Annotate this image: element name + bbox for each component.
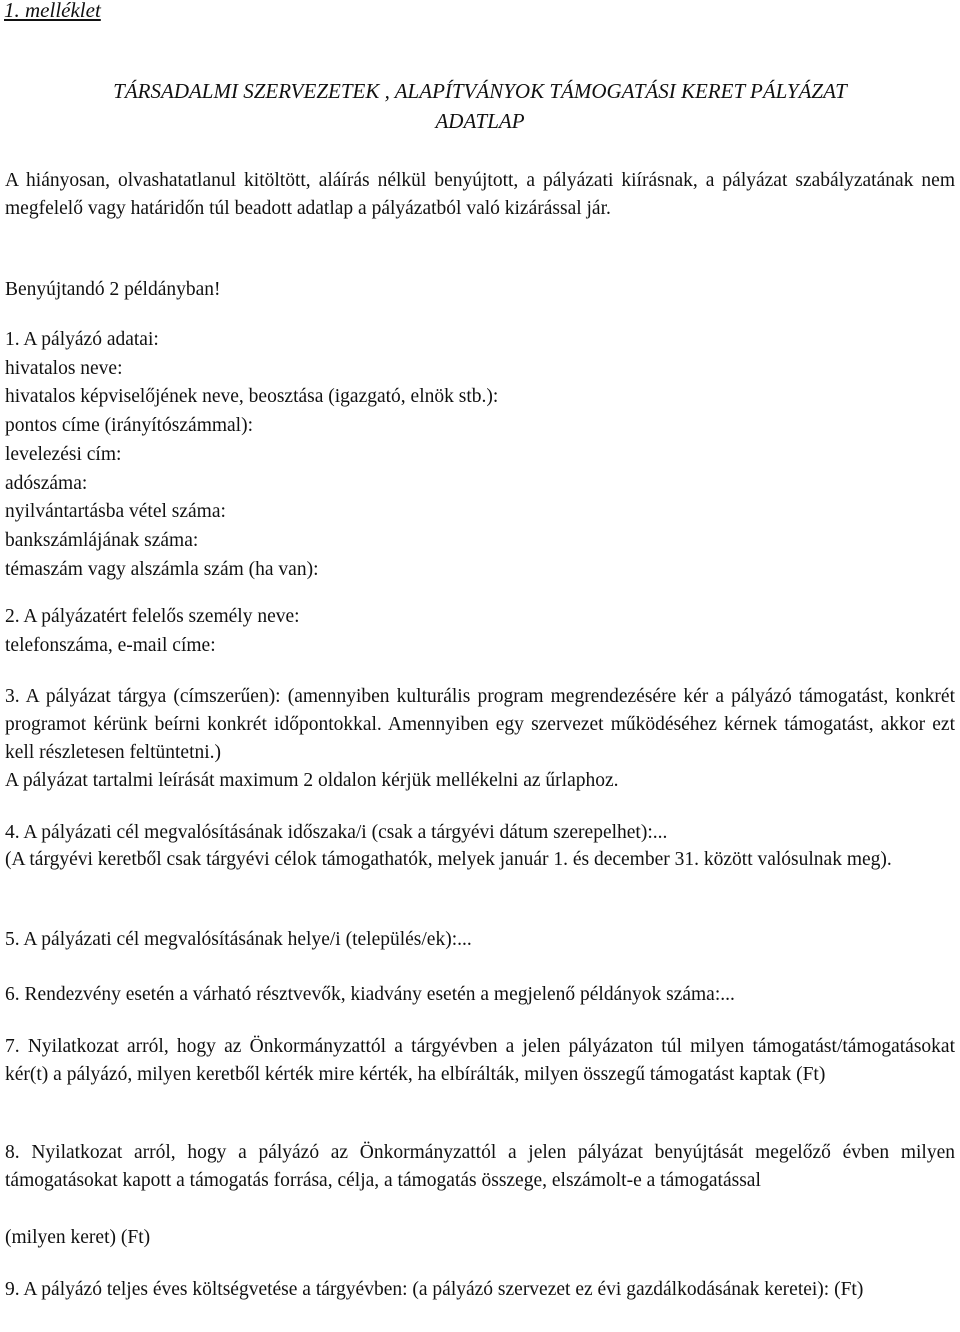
section-4-note: (A tárgyévi keretből csak tárgyévi célok támogathatók, melyek január 1. és december 31. között valósulnak meg).: [5, 849, 892, 870]
section-8-note: (milyen keret) (Ft): [5, 1227, 151, 1248]
field-representative: hivatalos képviselőjének neve, beosztása (igazgató, elnök stb.):: [5, 386, 499, 408]
section-4-period: 4. A pályázati cél megvalósításának időszaka/i (csak a tárgyévi dátum szerepelhet):...: [5, 822, 668, 843]
field-address: pontos címe (irányítószámmal):: [5, 415, 254, 437]
field-contact: telefonszáma, e-mail címe:: [5, 634, 216, 656]
section-6-participants: 6. Rendezvény esetén a várható résztvevők, kiadvány esetén a megjelenő példányok száma:...: [5, 984, 735, 1005]
copies-note: Benyújtandó 2 példányban!: [5, 279, 221, 300]
field-subaccount: témaszám vagy alszámla szám (ha van):: [5, 558, 319, 580]
field-bank-account: bankszámlájának száma:: [5, 529, 199, 551]
section-9-budget: 9. A pályázó teljes éves költségvetése a tárgyévben: (a pályázó szervezet ez évi gazdálkodásának keretei): (Ft): [5, 1279, 864, 1300]
section-1-applicant-data: [5, 326, 955, 584]
section-7-declaration: 7. Nyilatkozat arról, hogy az Önkormányzattól a tárgyévben a jelen pályázaton túl milyen támogatást/támogatásokat kér(t) a pályázó, milyen keretből kérték mire kérték, ha elbírálták, milyen összegű támogatást kaptak (Ft): [5, 1036, 955, 1085]
section-1-heading: 1. A pályázó adatai:: [5, 329, 159, 350]
field-registration-number: nyilvántartásba vétel száma:: [5, 501, 226, 523]
field-tax-number: adószáma:: [5, 472, 88, 494]
annex-label: 1. melléklet: [4, 0, 101, 22]
form-title: [0, 76, 960, 136]
section-3-subject: 3. A pályázat tárgya (címszerűen): (amennyiben kulturális program megrendezésére kér a pályázó támogatást, konkrét programot kérünk beírni konkrét időpontokkal. Amennyiben egy szervezet működéséhez kérnek támogatást, akkor ezt kell részletesen feltüntetni.): [5, 686, 955, 763]
section-3-note: A pályázat tartalmi leírását maximum 2 oldalon kérjük mellékelni az űrlaphoz.: [5, 770, 619, 791]
section-2-heading: 2. A pályázatért felelős személy neve:: [5, 606, 300, 627]
form-title-line-2: ADATLAP: [435, 109, 525, 133]
section-5-location: 5. A pályázati cél megvalósításának helye/i (település/ek):...: [5, 929, 472, 950]
field-mailing-address: levelezési cím:: [5, 443, 122, 465]
warning-paragraph: A hiányosan, olvashatatlanul kitöltött, aláírás nélkül benyújtott, a pályázati kiírásnak, a pályázat szabályzatának nem megfelelő vagy határidőn túl beadott adatlap a pályázatból való kizárással jár.: [5, 170, 955, 219]
field-official-name: hivatalos neve:: [5, 357, 123, 379]
section-8-declaration: 8. Nyilatkozat arról, hogy a pályázó az Önkormányzattól a jelen pályázat benyújtását megelőző évben milyen támogatásokat kapott a támogatás forrása, célja, a támogatás összege, elszámolt-e a támogatással: [5, 1142, 955, 1191]
form-title-line-1: TÁRSADALMI SZERVEZETEK , ALAPÍTVÁNYOK TÁMOGATÁSI KERET PÁLYÁZAT: [113, 79, 847, 103]
section-2-responsible-person: [5, 603, 955, 660]
